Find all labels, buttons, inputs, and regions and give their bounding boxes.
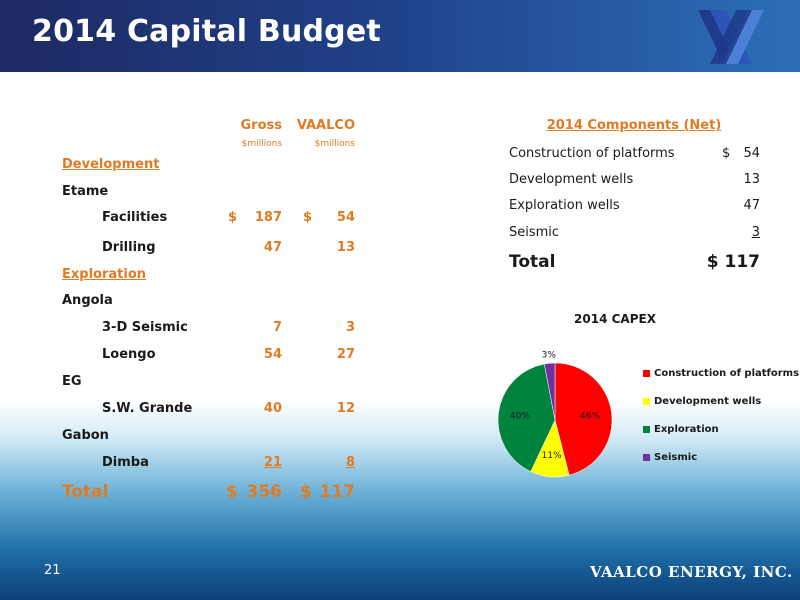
pie-data-label: 46%: [580, 411, 601, 422]
row-3d-seismic-gross: 7: [272, 320, 282, 335]
col-header-gross: Gross: [240, 118, 282, 133]
row-drilling-gross: 47: [263, 240, 282, 255]
col-header-vaalco: VAALCO: [296, 118, 355, 133]
label-angola: Angola: [62, 293, 113, 308]
unit-gross: $millions: [241, 139, 282, 149]
left-total-gross: 356: [246, 482, 282, 502]
unit-vaalco: $millions: [314, 139, 355, 149]
page-number: 21: [44, 563, 61, 578]
chart-title: 2014 CAPEX: [574, 312, 656, 326]
row-drilling-label: Drilling: [102, 240, 156, 255]
label-etame: Etame: [62, 184, 109, 199]
pie-data-label: 11%: [541, 451, 562, 462]
legend-swatch: [643, 398, 650, 405]
left-total-vaalco: 117: [319, 482, 355, 502]
legend-swatch: [643, 426, 650, 433]
left-total-gross-currency: $: [226, 482, 238, 502]
section-exploration: Exploration: [62, 267, 146, 282]
row-sw-grande-gross: 40: [263, 401, 282, 416]
component-row-value: 3: [751, 225, 760, 240]
row-sw-grande-label: S.W. Grande: [102, 401, 193, 416]
row-dimba-gross: 21: [263, 455, 282, 470]
components-title: 2014 Components (Net): [546, 118, 722, 133]
footer-brand: VAALCO ENERGY, INC.: [590, 563, 793, 581]
legend-label: Development wells: [654, 396, 762, 407]
row-dimba-vaalco: 8: [345, 455, 355, 470]
component-row-currency: $: [722, 146, 731, 161]
row-sw-grande-vaalco: 12: [336, 401, 355, 416]
row-loengo-gross: 54: [263, 347, 282, 362]
legend-swatch: [643, 370, 650, 377]
component-row-label: Seismic: [509, 225, 560, 240]
row-loengo-label: Loengo: [102, 347, 156, 362]
row-facilities-vaalco: 54: [336, 210, 355, 225]
legend-label: Seismic: [654, 452, 698, 463]
components-total-label: Total: [509, 252, 556, 272]
component-row-value: 47: [743, 198, 760, 213]
row-dimba-label: Dimba: [102, 455, 149, 470]
legend-item: [643, 368, 799, 379]
row-facilities-label: Facilities: [102, 210, 168, 225]
pie-chart: [490, 345, 620, 485]
label-gabon: Gabon: [62, 428, 109, 443]
row-3d-seismic-vaalco: 3: [345, 320, 355, 335]
legend-item: [643, 396, 761, 407]
row-3d-seismic-label: 3-D Seismic: [102, 320, 188, 335]
legend-swatch: [643, 454, 650, 461]
component-row-value: 13: [743, 172, 760, 187]
company-logo-icon: [690, 6, 772, 68]
components-total-value: $ 117: [706, 252, 760, 272]
row-loengo-vaalco: 27: [336, 347, 355, 362]
label-eg: EG: [62, 374, 82, 389]
component-row-label: Development wells: [509, 172, 634, 187]
row-facilities-gross-currency: $: [228, 210, 238, 225]
row-facilities-gross: 187: [254, 210, 282, 225]
page-title: 2014 Capital Budget: [32, 14, 381, 49]
header-bar: [0, 0, 800, 72]
pie-data-label: 40%: [509, 411, 530, 422]
row-facilities-vaalco-currency: $: [303, 210, 313, 225]
legend-item: [643, 452, 697, 463]
pie-data-label: 3%: [541, 350, 556, 361]
legend-label: Exploration: [654, 424, 719, 435]
legend-item: [643, 424, 719, 435]
left-total-vaalco-currency: $: [300, 482, 312, 502]
legend-label: Construction of platforms: [654, 368, 800, 379]
left-total-label: Total: [62, 482, 109, 502]
row-drilling-vaalco: 13: [336, 240, 355, 255]
component-row-value: 54: [743, 146, 760, 161]
section-development: Development: [62, 157, 160, 172]
component-row-label: Construction of platforms: [509, 146, 675, 161]
component-row-label: Exploration wells: [509, 198, 620, 213]
